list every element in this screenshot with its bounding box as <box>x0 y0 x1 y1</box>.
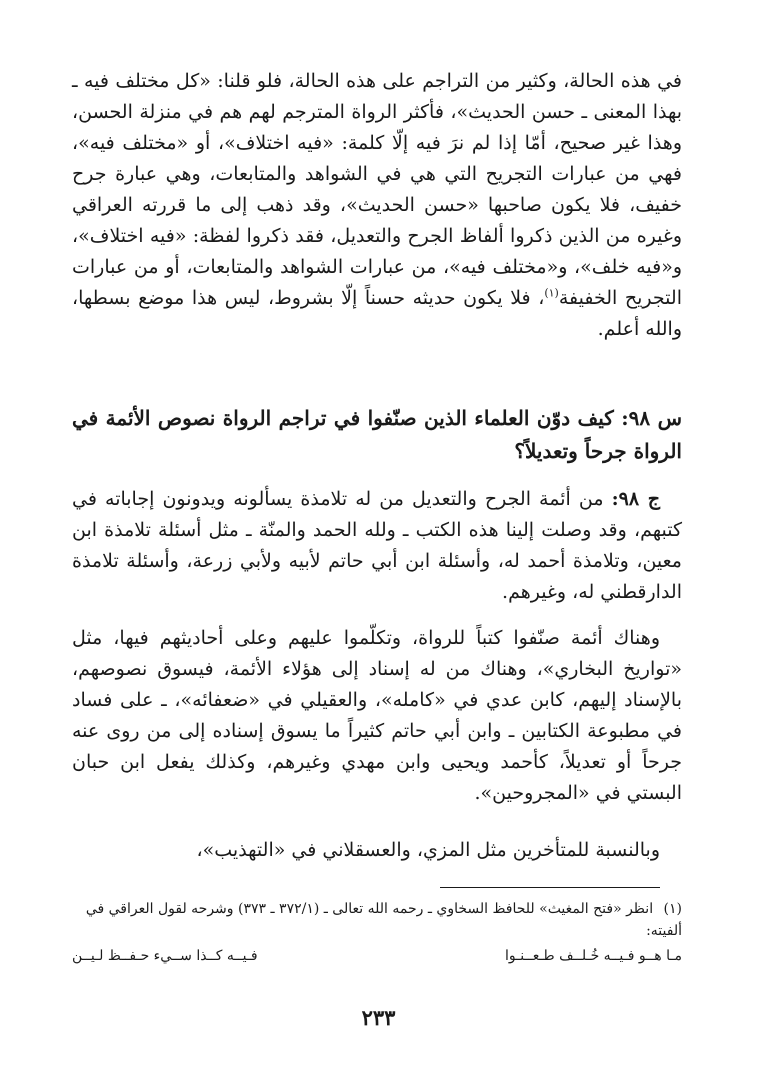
page-number: ٢٣٣ <box>361 1005 396 1030</box>
paragraph-body: في هذه الحالة، وكثير من التراجم على هذه الحالة، فلو قلنا: «كل مختلف فيه ـ بهذا المعنى ـ حسن الحديث»، فأكثر الرواة المترجم لهم هم في منزلة الحسن، وهذا غير صحيح، أمّا إذا لم نرَ فيه إلّا كلمة: «فيه اختلاف»، أو «مختلف فيه»، فهي من عبارات التجريح التي هي في الشواهد والمتابعات، وهي عبارة جرح خفيف، فلا يكون صاحبها «حسن الحديث»، وقد ذهب إلى ما قررته العراقي وغيره من الذين ذكروا ألفاظ الجرح والتعديل، فقد ذكروا لفظة: «فيه اختلاف»، و«فيه خلف»، و«مختلف فيه»، من عبارات الشواهد والمتابعات، أو من عبارات التجريح الخفيفة <box>72 70 682 309</box>
answer-block <box>72 484 682 608</box>
footnote-divider <box>440 887 660 888</box>
verse-first-hemistich: مـا هــو فـيــه خُـلــف طـعــنـوا <box>505 948 682 964</box>
question-heading <box>72 402 682 468</box>
answer-label: ج ٩٨: <box>611 488 660 510</box>
question-block <box>72 402 682 468</box>
paragraph-authors <box>72 623 682 809</box>
answer-text: من أئمة الجرح والتعديل من له تلامذة يسألونه ويدونون إجاباته في كتبهم، وقد وصلت إلينا هذه الكتب ـ ولله الحمد والمنّة ـ مثل أسئلة تلامذة ابن معين، وتلامذة أحمد له، وأسئلة ابن أبي حاتم لأبيه ولأبي زرعة، وأسئلة تلامذة الدارقطني له، وغيرهم. <box>72 488 682 603</box>
answer-paragraph <box>72 484 682 608</box>
paragraph-text <box>72 66 682 345</box>
footnote <box>72 898 682 942</box>
footnote-verse <box>72 944 682 968</box>
question-text: كيف دوّن العلماء الذين صنّفوا في تراجم الرواة نصوص الأئمة في الرواة جرحاً وتعديلاً؟ <box>72 406 682 463</box>
paragraph-text-authors: وهناك أئمة صنّفوا كتباً للرواة، وتكلّموا عليهم وعلى أحاديثهم فيها، مثل «تواريخ البخاري»، وهناك من له إسناد إلى هؤلاء الأئمة، فيسوق نصوصهم، بالإسناد إليهم، كابن عدي في «كامله»، والعقيلي في «ضعفائه»، ـ على فساد في مطبوعة الكتابين ـ وابن أبي حاتم كثيراً ما يسوق إسناده إلى من روى عنه جرحاً أو تعديلاً، كأحمد ويحيى وابن مهدي وغيرهم، وكذلك يفعل ابن حبان البستي في «المجروحين». <box>72 627 682 804</box>
footnote-reference[interactable]: (١) <box>544 286 559 300</box>
paragraph-intro <box>72 66 682 345</box>
verse-second-hemistich: فـيــه كــذا ســيء حـفــظ لـيــن <box>72 948 258 964</box>
paragraph-text-later: وبالنسبة للمتأخرين مثل المزي، والعسقلاني في «التهذيب»، <box>196 839 660 861</box>
footnote-text: انظر «فتح المغيث» للحافظ السخاوي ـ رحمه الله تعالى ـ (٣٧٢/١ ـ ٣٧٣) وشرحه لقول العراقي في ألفيته: <box>85 901 682 939</box>
question-label: س ٩٨: <box>621 406 682 430</box>
paragraph-later-scholars <box>72 835 682 866</box>
footnote-number: (١) <box>663 901 682 917</box>
paragraph-ending: ، فلا يكون حديثه حسناً إلّا بشروط، ليس هذا موضع بسطها، والله أعلم. <box>72 287 682 340</box>
